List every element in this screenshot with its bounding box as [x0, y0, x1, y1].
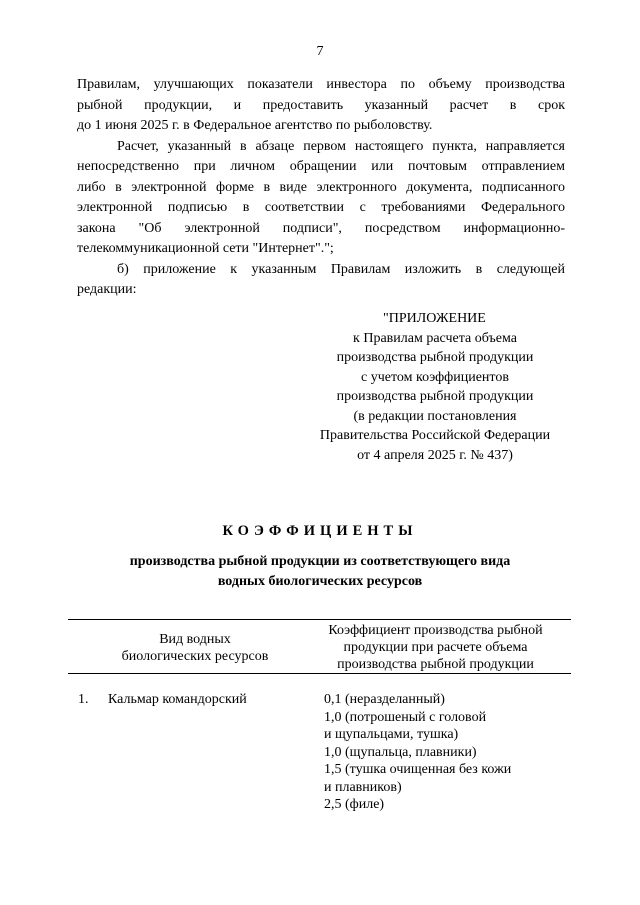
coefficient-line: и щупальцами, тушка)	[324, 727, 459, 742]
coefficient-line: 1,0 (потрошеный с головой	[324, 709, 487, 725]
row-coefficients	[324, 691, 564, 814]
paragraph-line: рыбной продукции, и предоставить указанный расчет в срок	[77, 97, 565, 113]
paragraph-line: редакции:	[77, 282, 137, 297]
header-line: биологических ресурсов	[121, 649, 269, 664]
table-header-rule	[68, 673, 571, 674]
appendix-header-block	[300, 309, 570, 465]
table-header-species	[90, 631, 300, 665]
appendix-line: производства рыбной продукции	[336, 350, 534, 365]
paragraph-line: телекоммуникационной сети "Интернет".";	[77, 241, 334, 256]
paragraph-line: Правилам, улучшающих показатели инвестора по объему производства	[77, 77, 565, 92]
paragraph-line: Расчет, указанный в абзаце первом настоящего пункта, направляется	[117, 138, 565, 154]
header-line: производства рыбной продукции	[337, 657, 534, 672]
header-line: продукции при расчете объема	[343, 640, 528, 655]
appendix-line: с учетом коэффициентов	[361, 369, 509, 385]
table-top-rule	[68, 619, 571, 620]
subtitle-line: производства рыбной продукции из соответствующего вида	[129, 554, 511, 569]
coefficient-line: 1,5 (тушка очищенная без кожи	[324, 762, 512, 777]
appendix-line: Правительства Российской Федерации	[319, 428, 551, 443]
appendix-line: (в редакции постановления	[353, 408, 517, 424]
appendix-title: "ПРИЛОЖЕНИЕ	[383, 311, 486, 326]
paragraph-line: до 1 июня 2025 г. в Федеральное агентство по рыболовству.	[77, 118, 433, 133]
paragraph-line: непосредственно при личном обращении или почтовым отправлением	[77, 159, 565, 174]
table-header-coefficient	[308, 622, 563, 673]
body-text	[77, 75, 565, 301]
document-subtitle	[0, 552, 640, 592]
subtitle-line: водных биологических ресурсов	[217, 574, 423, 589]
row-number: 1.	[78, 692, 89, 707]
appendix-line: производства рыбной продукции	[336, 389, 534, 404]
appendix-line: к Правилам расчета объема	[353, 330, 517, 346]
row-species-name: Кальмар командорский	[108, 692, 247, 707]
coefficient-line: и плавников)	[324, 779, 402, 795]
paragraph-line: б) приложение к указанным Правилам изложить в следующей	[117, 261, 565, 277]
header-line: Вид водных	[159, 632, 231, 647]
appendix-line: от 4 апреля 2025 г. № 437)	[357, 447, 513, 463]
page-number: 7	[316, 44, 324, 59]
coefficient-line: 2,5 (филе)	[324, 797, 385, 812]
paragraph-line: либо в электронной форме в виде электронного документа, подписанного	[77, 179, 565, 195]
paragraph-line: электронной подписью в соответствии с требованиями Федерального	[77, 200, 565, 215]
document-title: КОЭФФИЦИЕНТЫ	[222, 523, 418, 539]
paragraph-line: закона "Об электронной подписи", посредством информационно-	[77, 220, 565, 236]
coefficient-line: 0,1 (неразделанный)	[324, 692, 445, 707]
coefficient-line: 1,0 (щупальца, плавники)	[324, 744, 477, 760]
header-line: Коэффициент производства рыбной	[328, 623, 543, 638]
